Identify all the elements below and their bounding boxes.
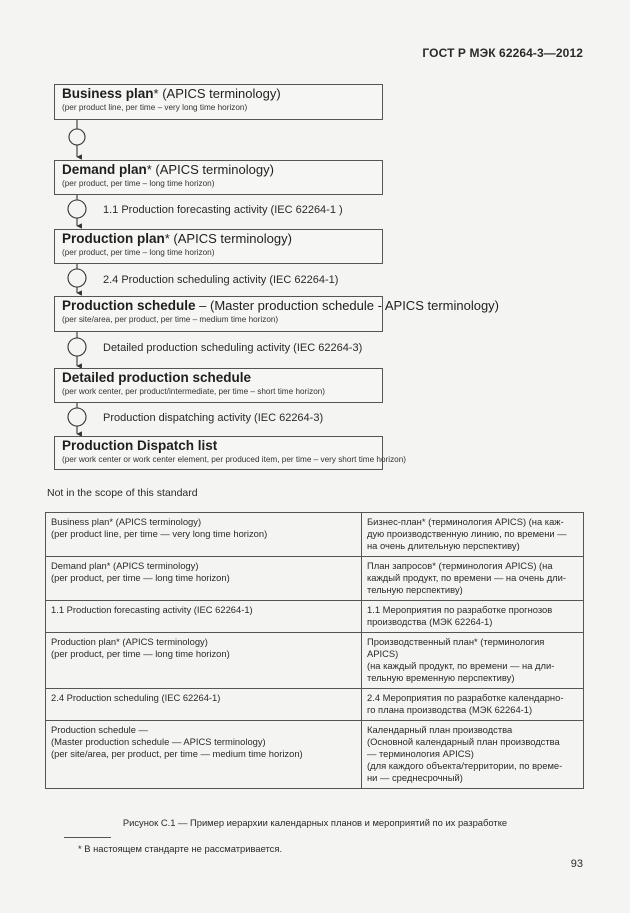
production-schedule-box [54,296,499,332]
english-term-cell [46,513,362,557]
cell-line: го плана производства (МЭК 62264-1) [367,704,533,715]
cell-line: Demand plan* (APICS terminology) [51,560,199,571]
cell-line: (Основной календарный план производства [367,736,560,747]
russian-term-cell [362,721,584,789]
scope-note: Not in the scope of this standard [47,487,198,499]
activity-label: 1.1 Production forecasting activity (IEC 62264-1 ) [103,204,343,216]
plan-title-rest: * (APICS terminology) [146,162,274,177]
cell-line: — терминология APICS) [367,748,474,759]
english-term-cell [46,601,362,633]
cell-line: каждый продукт, по времени — на очень дли- [367,572,566,583]
production-dispatch-list-box [54,436,407,470]
cell-line: Бизнес-план* (терминология APICS) (на каж- [367,516,564,527]
cell-line: на очень длительную перспективу) [367,540,520,551]
cell-line: дую производственную линию, по времени — [367,528,567,539]
activity-label: Detailed production scheduling activity (IEC 62264-3) [103,342,363,354]
russian-term-cell [362,689,584,721]
cell-line: 2.4 Мероприятия по разработке календарно- [367,692,564,703]
plan-title: Detailed production schedule [62,370,252,385]
production-plan-box [54,229,383,264]
activity-label: 2.4 Production scheduling activity (IEC 62264-1) [103,274,339,286]
demand-plan-box [54,160,383,195]
plan-subtitle: (per product line, per time – very long time horizon) [62,103,248,112]
russian-term-cell [362,633,584,689]
russian-term-cell [362,513,584,557]
business-plan-box [54,84,383,120]
cell-line: Business plan* (APICS terminology) [51,516,202,527]
cell-line: (per product, per time — long time horizon) [51,648,230,659]
english-term-cell [46,557,362,601]
plan-title: Demand plan [62,162,147,177]
activity-label: Production dispatching activity (IEC 62264-3) [103,412,324,424]
plan-title-rest: * (APICS terminology) [164,231,292,246]
cell-line: APICS) [367,648,399,659]
cell-line: Production schedule — [51,724,148,735]
plan-title-rest: – (Master production schedule - APICS terminology) [195,298,499,313]
cell-line: 1.1 Мероприятия по разработке прогнозов [367,604,553,615]
plan-subtitle: (per work center or work center element, per produced item, per time – very short time horizon) [62,455,407,464]
plan-subtitle: (per work center, per product/intermediate, per time – short time horizon) [62,387,326,396]
cell-line: тельную временную перспективу) [367,672,515,683]
plan-title: Production schedule [62,298,196,313]
translation-table [45,512,584,789]
table-row [46,689,584,721]
plan-subtitle: (per product, per time – long time horizon) [62,179,215,188]
cell-line: (per site/area, per product, per time — medium time horizon) [51,748,303,759]
plan-subtitle: (per product, per time – long time horizon) [62,248,215,257]
footnote: * В настоящем стандарте не рассматривается. [78,843,283,854]
table-row [46,633,584,689]
plan-title: Business plan [62,86,154,101]
english-term-cell [46,689,362,721]
page-number: 93 [570,858,583,870]
cell-line: ни — среднесрочный) [367,772,463,783]
cell-line: (per product, per time — long time horizon) [51,572,230,583]
cell-line: (для каждого объекта/территории, по време- [367,760,563,771]
cell-line: 2.4 Production scheduling (IEC 62264-1) [51,692,221,703]
table-row [46,557,584,601]
english-term-cell [46,633,362,689]
cell-line: Производственный план* (терминология [367,636,545,647]
cell-line: производства (МЭК 62264-1) [367,616,493,627]
cell-line: 1.1 Production forecasting activity (IEC 62264-1) [51,604,253,615]
detailed-production-schedule-box [54,368,383,403]
figure-caption: Рисунок С.1 — Пример иерархии календарных планов и мероприятий по их разработке [122,817,508,828]
document-code: ГОСТ Р МЭК 62264-3—2012 [422,46,583,60]
footnote-rule [64,837,111,838]
cell-line: (Master production schedule — APICS terminology) [51,736,266,747]
plan-title: Production plan [62,231,165,246]
table-row [46,513,584,557]
plan-subtitle: (per site/area, per product, per time – medium time horizon) [62,315,279,324]
plan-title-rest: * (APICS terminology) [153,86,281,101]
english-term-cell [46,721,362,789]
plan-title: Production Dispatch list [62,438,218,453]
cell-line: тельную перспективу) [367,584,463,595]
russian-term-cell [362,601,584,633]
russian-term-cell [362,557,584,601]
cell-line: (per product line, per time — very long time horizon) [51,528,268,539]
table-row [46,721,584,789]
table-row [46,601,584,633]
cell-line: Календарный план производства [367,724,513,735]
cell-line: План запросов* (терминология APICS) (на [367,560,553,571]
cell-line: Production plan* (APICS terminology) [51,636,208,647]
cell-line: (на каждый продукт, по времени — на дли- [367,660,555,671]
